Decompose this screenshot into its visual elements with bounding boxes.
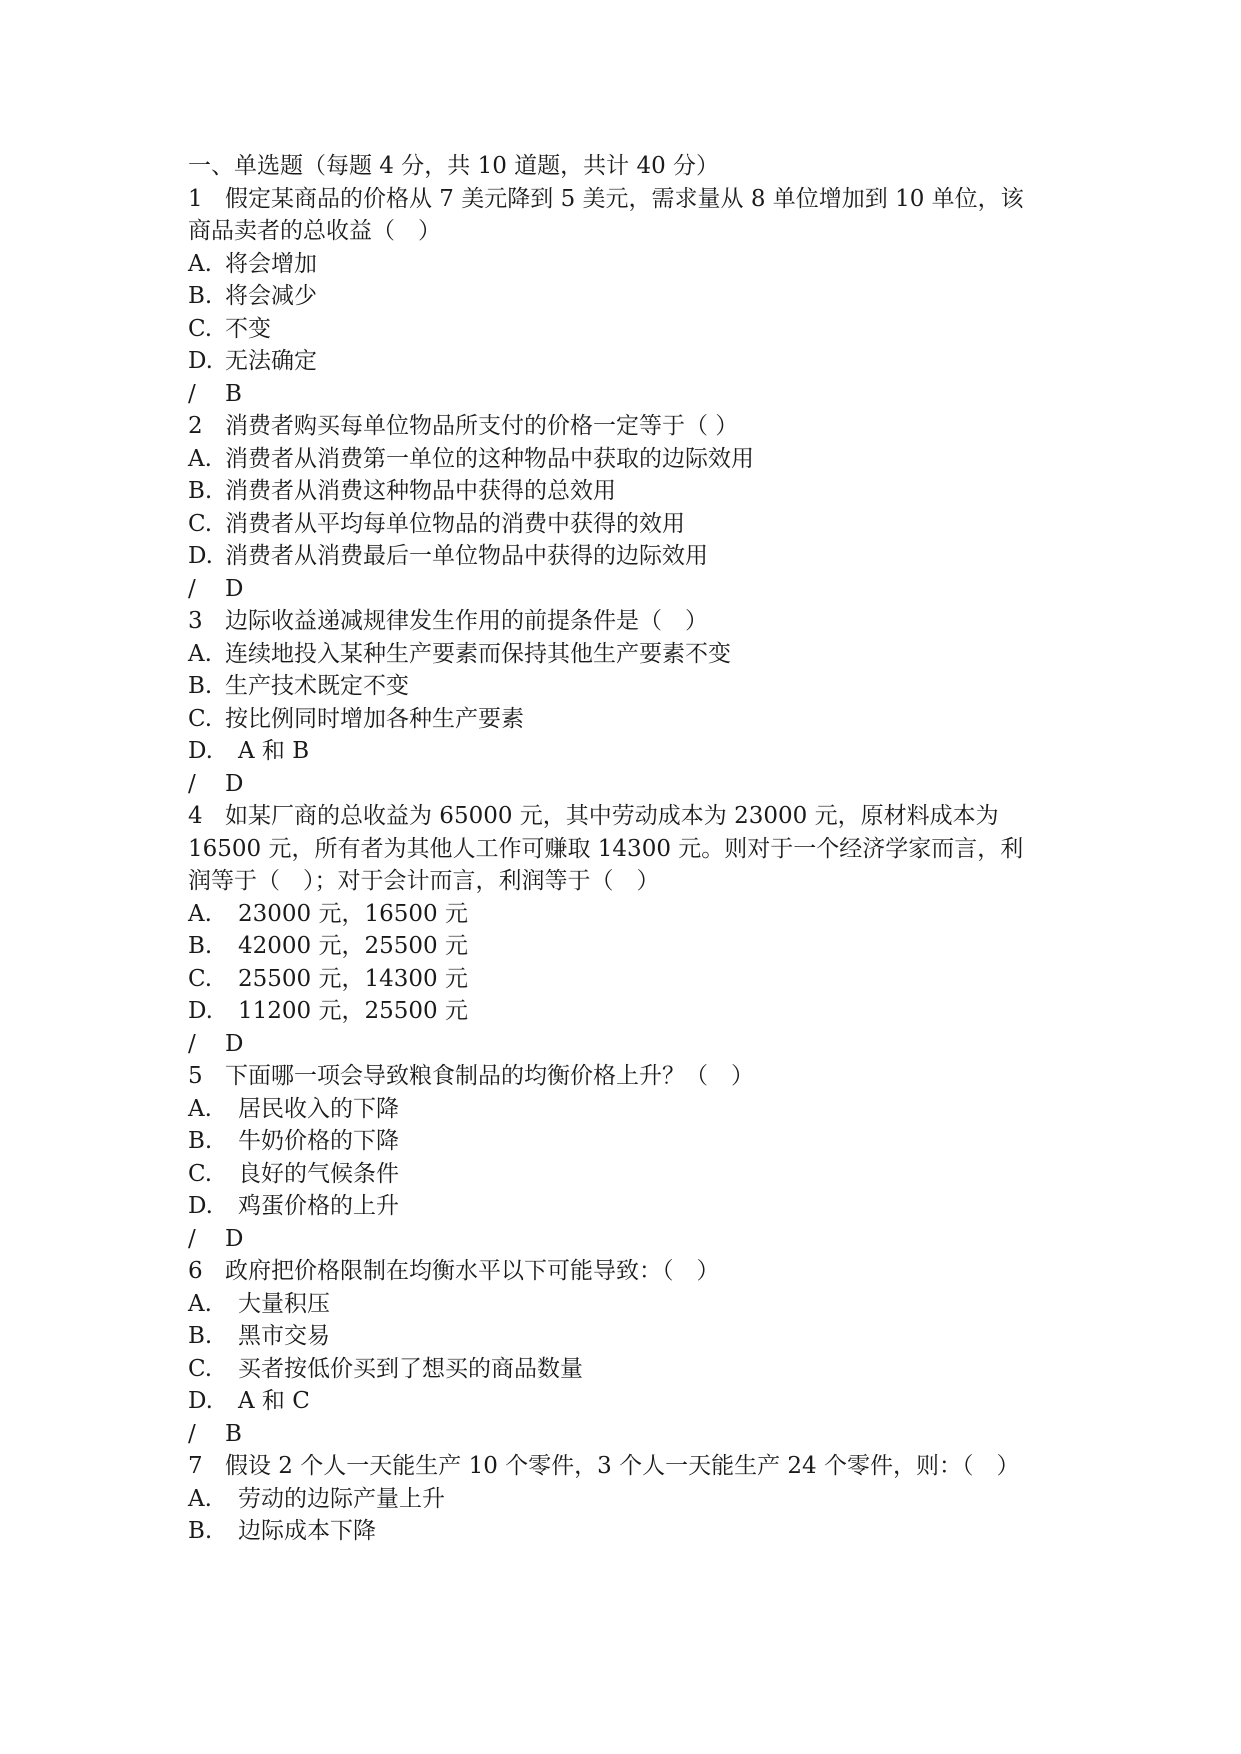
option-label: D. [188, 348, 213, 374]
answer-line [188, 378, 1068, 411]
option-c [188, 313, 1068, 346]
option-label: A. [188, 445, 212, 472]
question-number: 4 [188, 803, 203, 829]
answer-mark: / [188, 770, 196, 797]
option-label: A. [188, 900, 212, 927]
option-label: D. [188, 543, 213, 569]
question-stem [188, 605, 1068, 638]
question-number: 3 [188, 608, 203, 634]
option-text: 将会增加 [225, 250, 317, 277]
question-6 [188, 1255, 1068, 1450]
answer-line [188, 1028, 1068, 1061]
option-b [188, 670, 1068, 703]
question-1 [188, 183, 1068, 411]
option-label: C. [188, 1355, 213, 1382]
option-d [188, 735, 1068, 768]
question-4 [188, 800, 1068, 1060]
option-label: C. [188, 315, 213, 342]
option-label: C. [188, 705, 213, 732]
section-title: 一、单选题（每题 4 分，共 10 道题，共计 40 分） [188, 153, 720, 179]
answer-line [188, 1418, 1068, 1451]
answer-value: D [225, 770, 244, 797]
option-text: 消费者从消费最后一单位物品中获得的边际效用 [225, 543, 708, 569]
question-number: 7 [188, 1453, 203, 1479]
option-text: 消费者从消费第一单位的这种物品中获取的边际效用 [225, 445, 754, 472]
option-text: 居民收入的下降 [238, 1095, 399, 1122]
option-label: D. [188, 738, 213, 764]
question-stem [188, 1450, 1068, 1483]
option-label: B. [188, 933, 213, 959]
option-b [188, 1515, 1068, 1548]
question-3 [188, 605, 1068, 800]
option-text: 消费者从消费这种物品中获得的总效用 [225, 478, 616, 504]
option-b [188, 280, 1068, 313]
answer-value: D [225, 575, 244, 602]
answer-line [188, 768, 1068, 801]
option-d [188, 1190, 1068, 1223]
option-label: A. [188, 1290, 212, 1317]
option-text: 牛奶价格的下降 [238, 1128, 399, 1154]
question-stem-line: 如某厂商的总收益为 65000 元，其中劳动成本为 23000 元，原材料成本为 [225, 803, 999, 829]
option-b [188, 930, 1068, 963]
question-2 [188, 410, 1068, 605]
option-text: 买者按低价买到了想买的商品数量 [238, 1355, 583, 1382]
question-number: 5 [188, 1063, 203, 1089]
option-text: A 和 C [238, 1388, 310, 1414]
option-label: A. [188, 1485, 212, 1512]
question-stem-continued: 16500 元，所有者为其他人工作可赚取 14300 元。则对于一个经济学家而言，利 [188, 835, 1024, 862]
question-7 [188, 1450, 1068, 1548]
option-label: B. [188, 1518, 213, 1544]
option-b [188, 1320, 1068, 1353]
question-stem-line: 假设 2 个人一天能生产 10 个零件，3 个人一天能生产 24 个零件，则：（ ） [225, 1453, 1020, 1479]
option-label: B. [188, 478, 213, 504]
option-a [188, 1288, 1068, 1321]
option-label: D. [188, 1388, 213, 1414]
question-stem-line: 政府把价格限制在均衡水平以下可能导致：（ ） [225, 1258, 720, 1284]
option-text: 黑市交易 [238, 1323, 330, 1349]
option-label: D. [188, 1193, 213, 1219]
option-a [188, 638, 1068, 671]
option-text: 大量积压 [238, 1290, 330, 1317]
option-c [188, 1158, 1068, 1191]
option-label: C. [188, 1160, 213, 1187]
option-text: 边际成本下降 [238, 1518, 376, 1544]
option-label: A. [188, 640, 212, 667]
option-a [188, 248, 1068, 281]
option-c [188, 508, 1068, 541]
option-d [188, 995, 1068, 1028]
option-label: B. [188, 283, 213, 309]
option-label: C. [188, 510, 213, 537]
option-text: 11200 元，25500 元 [238, 998, 468, 1024]
option-label: B. [188, 1128, 213, 1154]
option-label: A. [188, 1095, 212, 1122]
question-stem [188, 183, 1068, 216]
question-stem-line: 假定某商品的价格从 7 美元降到 5 美元，需求量从 8 单位增加到 10 单位，该 [225, 185, 1024, 212]
option-text: 良好的气候条件 [238, 1160, 399, 1187]
answer-value: D [225, 1225, 244, 1252]
answer-mark: / [188, 1030, 196, 1057]
option-text: 生产技术既定不变 [225, 673, 409, 699]
option-b [188, 475, 1068, 508]
exam-content [188, 150, 1068, 1548]
question-stem-line: 消费者购买每单位物品所支付的价格一定等于（ ） [225, 413, 739, 439]
question-stem-line: 边际收益递减规律发生作用的前提条件是（ ） [225, 608, 708, 634]
question-stem-continued: 润等于（ ）；对于会计而言，利润等于（ ） [188, 868, 660, 894]
option-text: 42000 元，25500 元 [238, 933, 468, 959]
question-number: 6 [188, 1258, 203, 1284]
answer-mark: / [188, 1420, 196, 1447]
option-d [188, 540, 1068, 573]
option-text: 鸡蛋价格的上升 [238, 1193, 399, 1219]
option-a [188, 1093, 1068, 1126]
question-stem [188, 800, 1068, 833]
answer-line [188, 1223, 1068, 1256]
answer-value: B [225, 1420, 242, 1447]
option-d [188, 345, 1068, 378]
option-c [188, 703, 1068, 736]
option-label: A. [188, 250, 212, 277]
question-number: 2 [188, 413, 203, 439]
option-text: 连续地投入某种生产要素而保持其他生产要素不变 [225, 640, 731, 667]
option-d [188, 1385, 1068, 1418]
question-stem [188, 1255, 1068, 1288]
option-text: 25500 元，14300 元 [238, 965, 468, 992]
option-text: 23000 元，16500 元 [238, 900, 468, 927]
option-text: 劳动的边际产量上升 [238, 1485, 445, 1512]
answer-mark: / [188, 380, 196, 407]
option-c [188, 963, 1068, 996]
option-c [188, 1353, 1068, 1386]
option-a [188, 443, 1068, 476]
question-stem [188, 1060, 1068, 1093]
question-stem [188, 410, 1068, 443]
answer-value: B [225, 380, 242, 407]
option-a [188, 898, 1068, 931]
option-label: C. [188, 965, 213, 992]
option-a [188, 1483, 1068, 1516]
question-stem-continued: 商品卖者的总收益（ ） [188, 218, 441, 244]
answer-line [188, 573, 1068, 606]
answer-mark: / [188, 1225, 196, 1252]
option-label: B. [188, 673, 213, 699]
option-text: 按比例同时增加各种生产要素 [225, 705, 524, 732]
option-label: D. [188, 998, 213, 1024]
question-number: 1 [188, 185, 203, 212]
question-5 [188, 1060, 1068, 1255]
option-text: 不变 [225, 315, 271, 342]
option-text: 无法确定 [225, 348, 317, 374]
question-stem-line: 下面哪一项会导致粮食制品的均衡价格上升？（ ） [225, 1063, 754, 1089]
option-b [188, 1125, 1068, 1158]
answer-value: D [225, 1030, 244, 1057]
option-text: A 和 B [238, 738, 310, 764]
option-label: B. [188, 1323, 213, 1349]
option-text: 将会减少 [225, 283, 317, 309]
answer-mark: / [188, 575, 196, 602]
option-text: 消费者从平均每单位物品的消费中获得的效用 [225, 510, 685, 537]
